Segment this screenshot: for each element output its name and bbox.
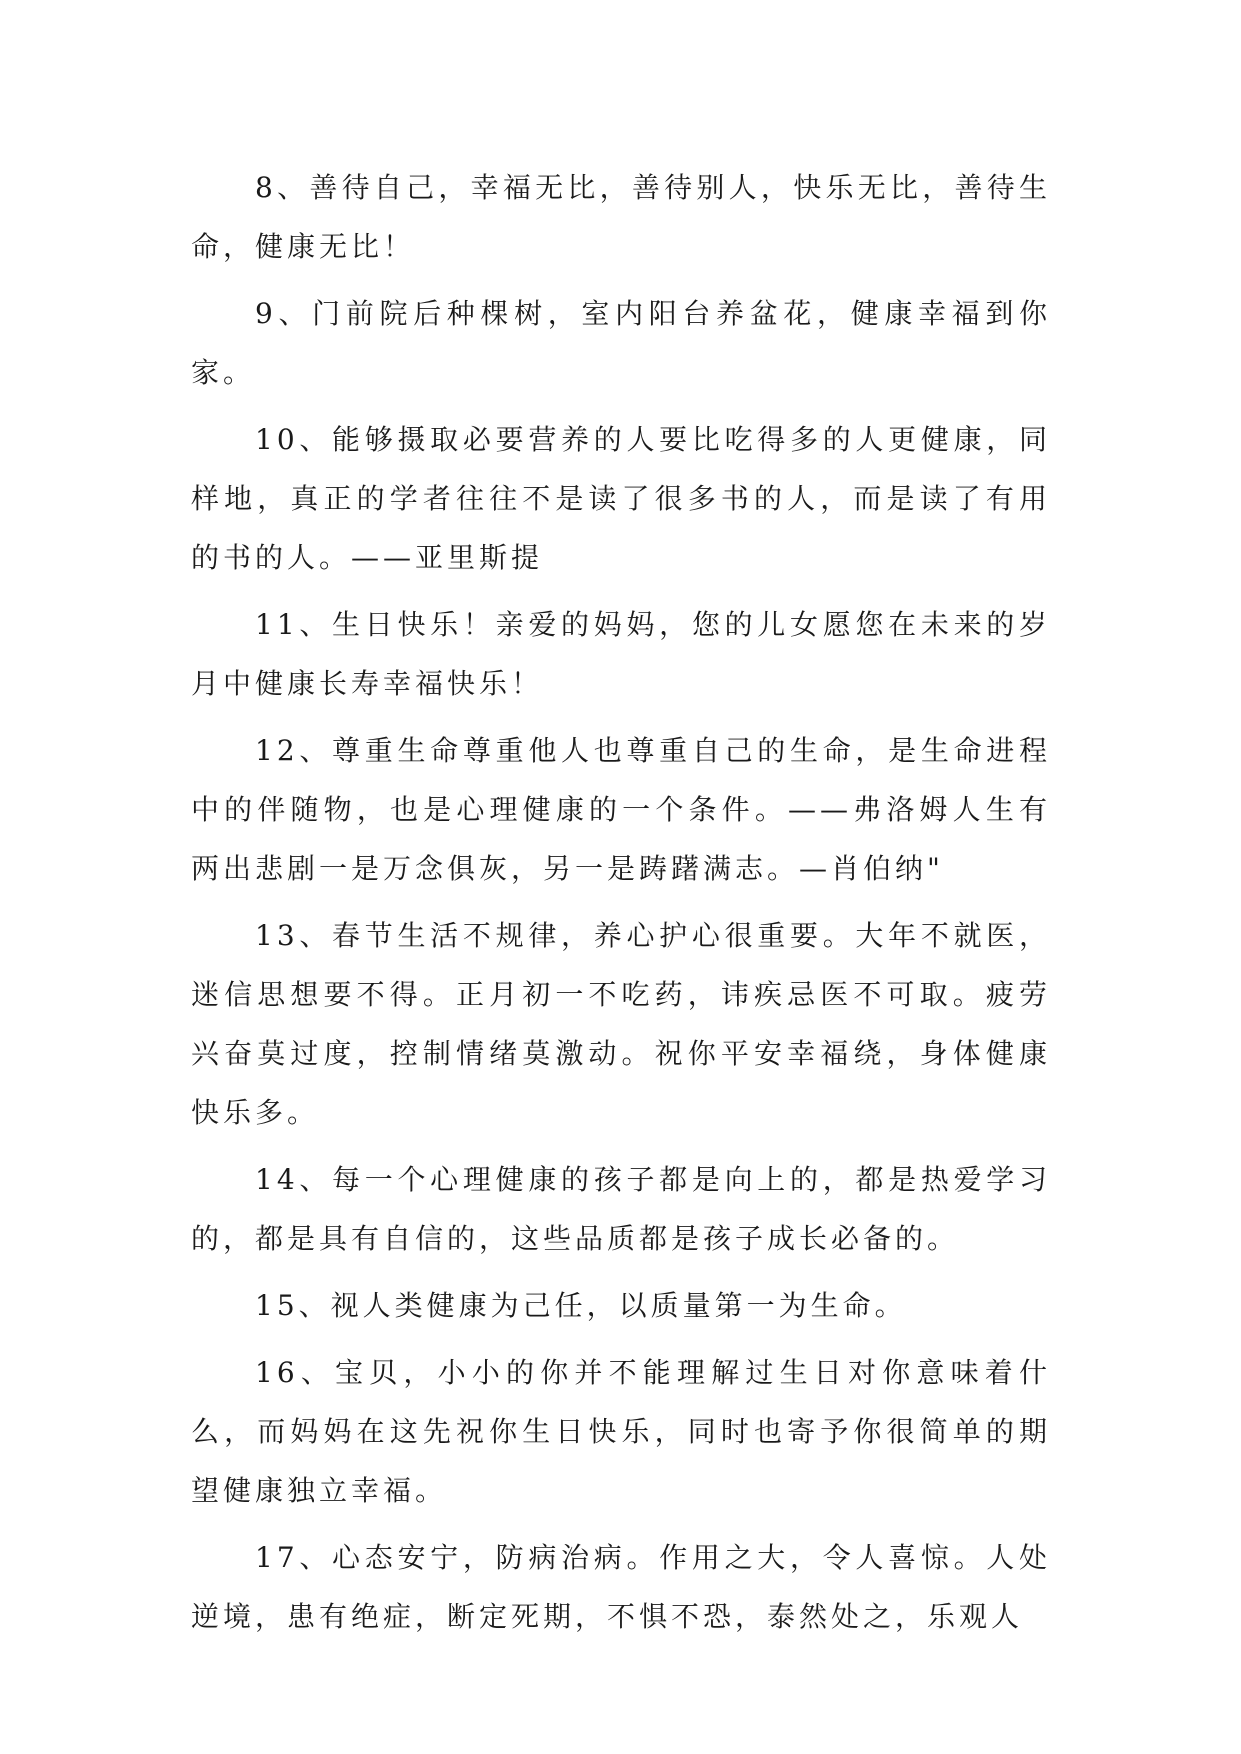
paragraph-13: 13、春节生活不规律，养心护心很重要。大年不就医，迷信思想要不得。正月初一不吃药，讳疾忌医不可取。疲劳兴奋莫过度，控制情绪莫激动。祝你平安幸福绕，身体健康快乐多。 <box>191 919 1051 1129</box>
paragraph-15: 15、视人类健康为己任，以质量第一为生命。 <box>255 1289 907 1322</box>
paragraph-17: 17、心态安宁，防病治病。作用之大，令人喜惊。人处逆境，患有绝症，断定死期，不惧不恐，泰然处之，乐观人 <box>191 1541 1051 1633</box>
paragraph-12: 12、尊重生命尊重他人也尊重自己的生命，是生命进程中的伴随物，也是心理健康的一个条件。——弗洛姆人生有两出悲剧一是万念俱灰，另一是踌躇满志。—肖伯纳" <box>191 734 1051 885</box>
document-body <box>191 158 1051 1654</box>
paragraph-11: 11、生日快乐！亲爱的妈妈，您的儿女愿您在未来的岁月中健康长寿幸福快乐！ <box>191 608 1051 700</box>
paragraph-10: 10、能够摄取必要营养的人要比吃得多的人更健康，同样地，真正的学者往往不是读了很多书的人，而是读了有用的书的人。——亚里斯提 <box>191 423 1051 574</box>
paragraph-14: 14、每一个心理健康的孩子都是向上的，都是热爱学习的，都是具有自信的，这些品质都是孩子成长必备的。 <box>191 1163 1051 1255</box>
paragraph-8: 8、善待自己，幸福无比，善待别人，快乐无比，善待生命，健康无比！ <box>191 171 1051 263</box>
paragraph-9: 9、门前院后种棵树，室内阳台养盆花，健康幸福到你家。 <box>191 297 1051 389</box>
paragraph-16: 16、宝贝，小小的你并不能理解过生日对你意味着什么，而妈妈在这先祝你生日快乐，同时也寄予你很简单的期望健康独立幸福。 <box>191 1356 1051 1507</box>
